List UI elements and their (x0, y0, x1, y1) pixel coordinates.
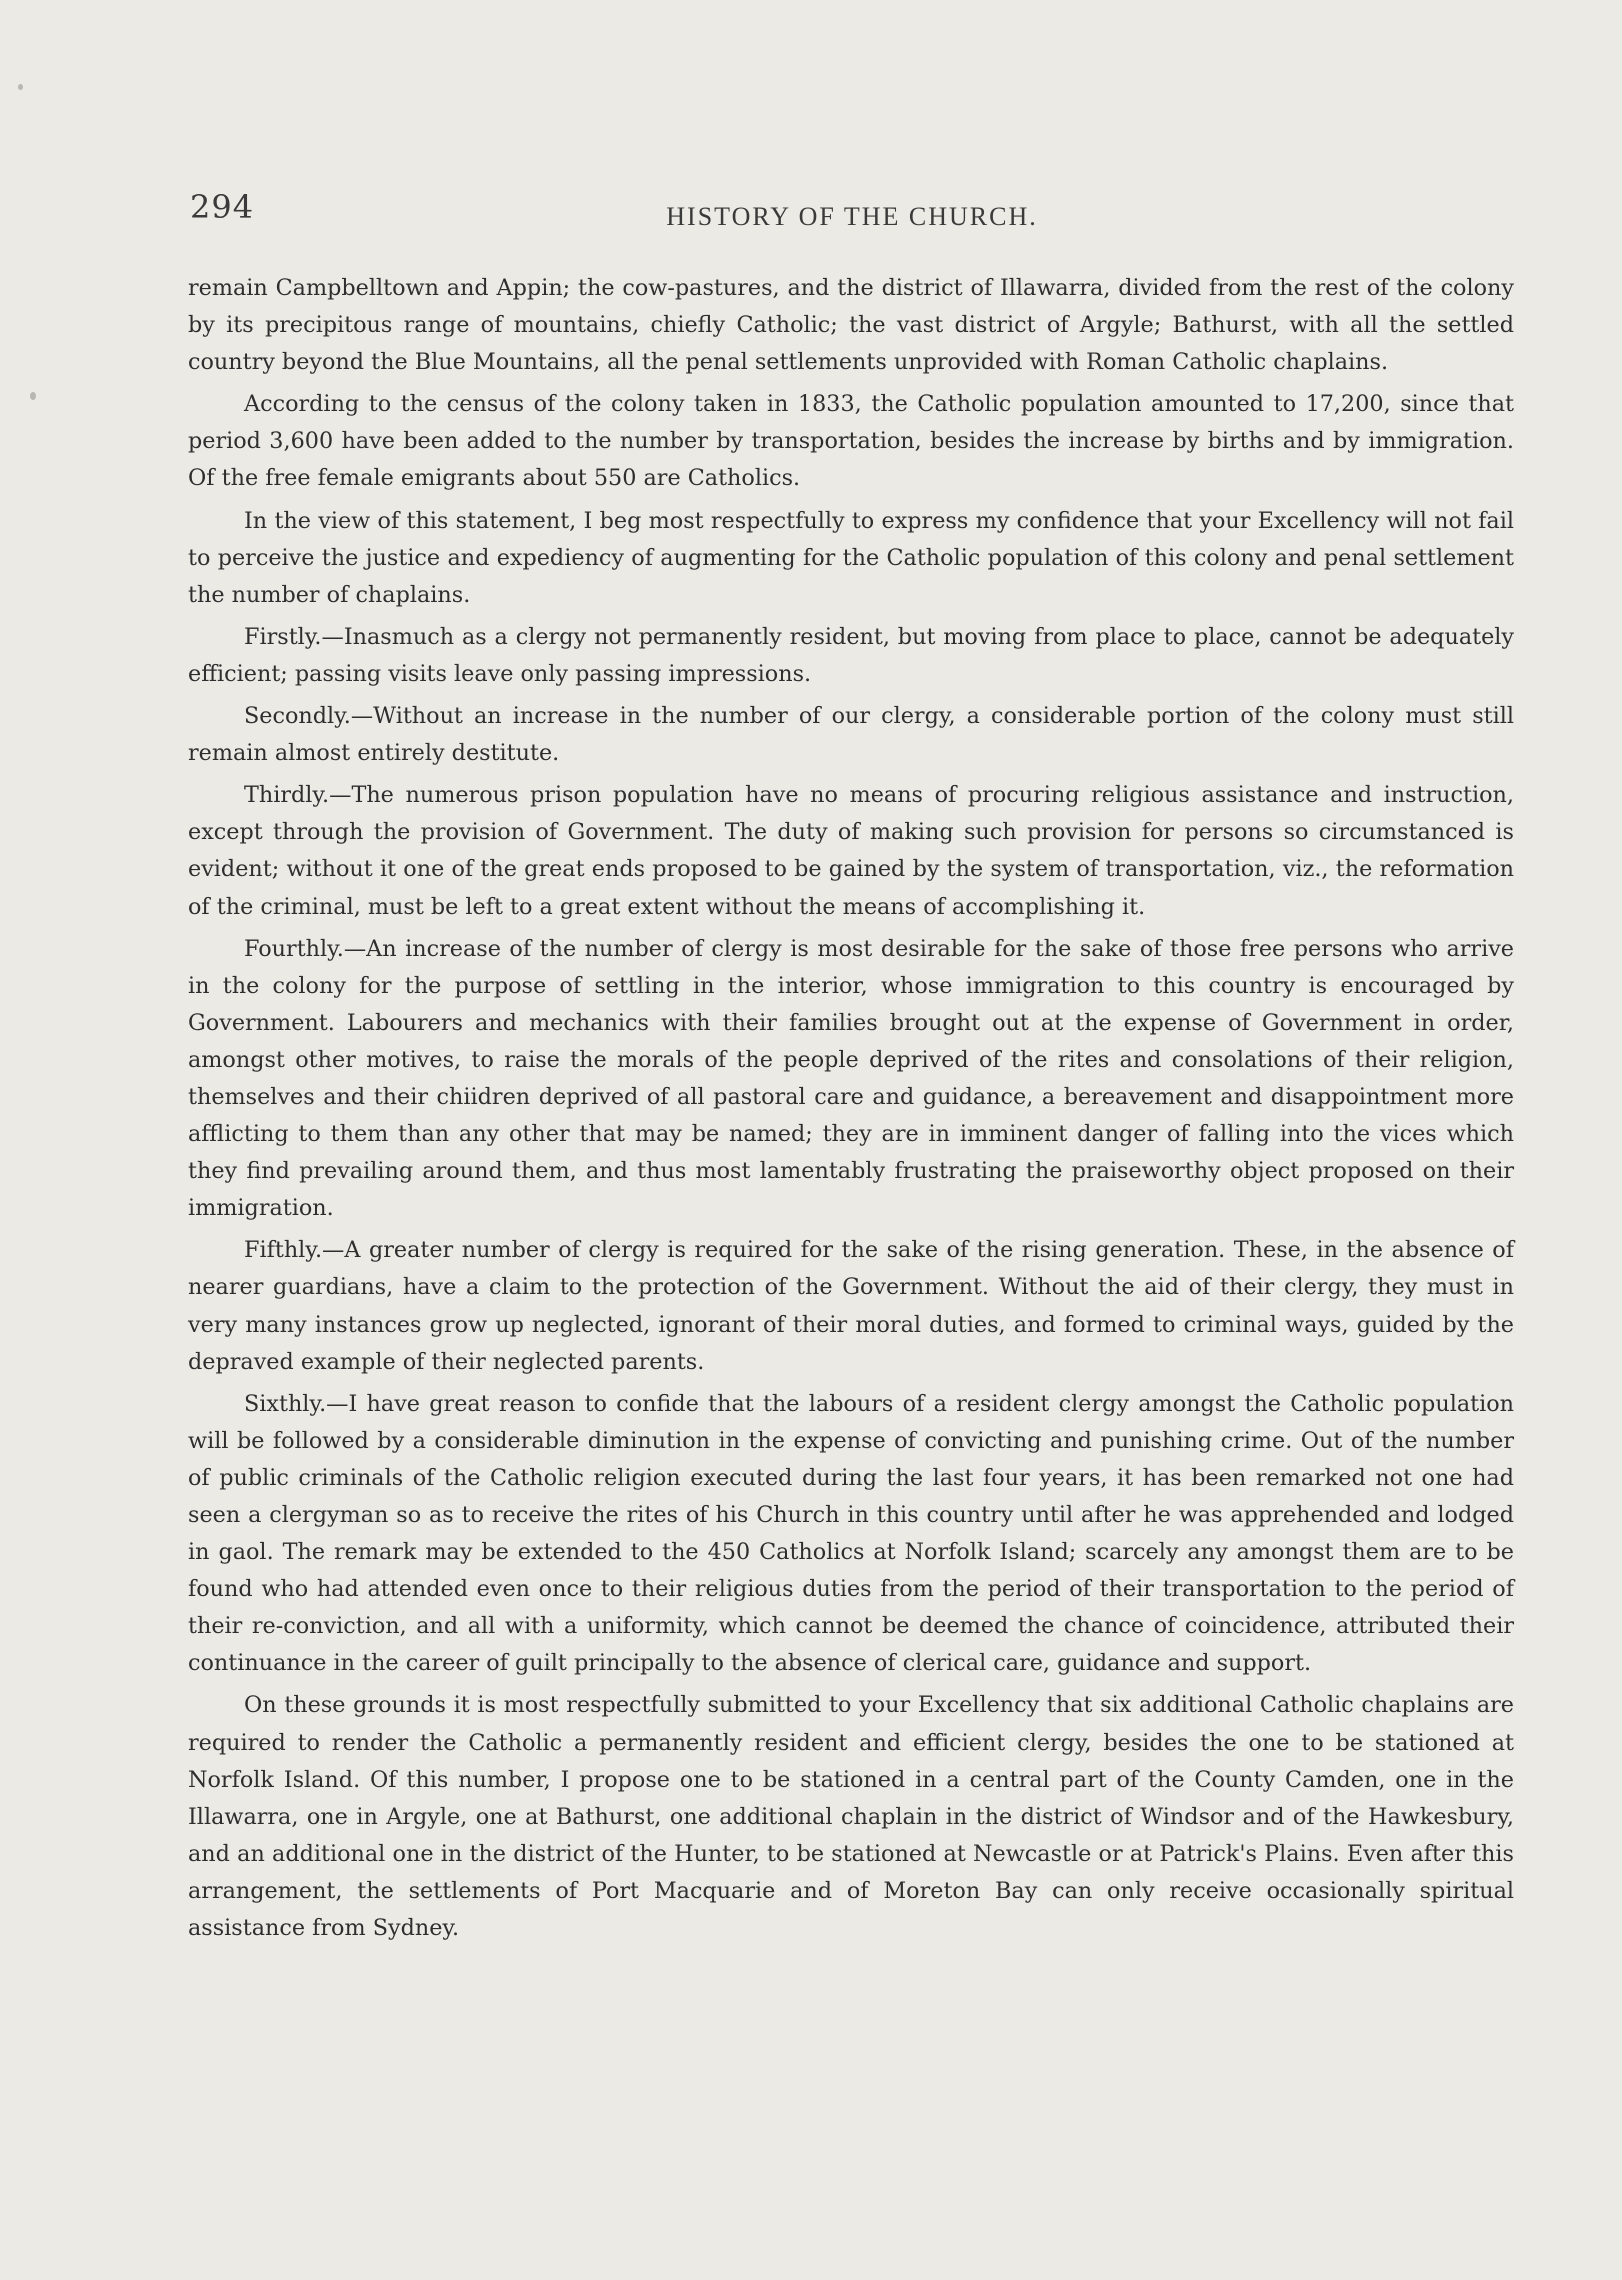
paragraph-conclusion: On these grounds it is most respectfully submitted to your Excellency that six additional Catholic chaplains are required to render the Catholic a permanently resident and efficient clergy, besides the one to be stationed at Norfolk Island. Of this number, I propose one to be stationed in a central part of the County Camden, one in the Illawarra, one in Argyle, one at Bathurst, one additional chaplain in the district of Windsor and of the Hawkesbury, and an additional one in the district of the Hunter, to be stationed at Newcastle or at Patrick's Plains. Even after this arrangement, the settlements of Port Macquarie and of Moreton Bay can only receive occasionally spiritual assistance from Sydney. (188, 1692, 1514, 1942)
page-number: 294 (190, 188, 255, 226)
paper-speck (18, 84, 23, 90)
paper-speck (30, 392, 36, 400)
paragraph-statement: In the view of this statement, I beg most respectfully to express my confidence that your Excellency will not fail to perceive the justice and expediency of augmenting for the Catholic population of this colony and penal settlement the number of chaplains. (188, 507, 1514, 608)
page-header (190, 188, 1514, 238)
paragraph-firstly: Firstly.—Inasmuch as a clergy not permanently resident, but moving from place to place, cannot be adequately efficient; passing visits leave only passing impressions. (188, 623, 1514, 687)
paragraph-census: According to the census of the colony taken in 1833, the Catholic population amounted to 17,200, since that period 3,600 have been added to the number by transportation, besides the increase by births and by immigration. Of the free female emigrants about 550 are Catholics. (188, 391, 1514, 492)
running-title: HISTORY OF THE CHURCH. (666, 202, 1038, 231)
paragraph-thirdly: Thirdly.—The numerous prison population have no means of procuring religious assistance and instruction, except through the provision of Government. The duty of making such provision for persons so circumstanced is evident; without it one of the great ends proposed to be gained by the system of transportation, viz., the reformation of the criminal, must be left to a great extent without the means of accomplishing it. (188, 782, 1514, 920)
paragraph-secondly: Secondly.—Without an increase in the number of our clergy, a considerable portion of the colony must still remain almost entirely destitute. (188, 703, 1514, 767)
paragraph-sixthly: Sixthly.—I have great reason to confide that the labours of a resident clergy amongst the Catholic population will be followed by a considerable diminution in the expense of convicting and punishing crime. Out of the number of public criminals of the Catholic religion executed during the last four years, it has been remarked not one had seen a clergyman so as to receive the rites of his Church in this country until after he was apprehended and lodged in gaol. The remark may be extended to the 450 Catholics at Norfolk Island; scarcely any amongst them are to be found who had attended even once to their religious duties from the period of their transportation to the period of their re-conviction, and all with a uniformity, which cannot be deemed the chance of coincidence, attributed their continuance in the career of guilt principally to the absence of clerical care, guidance and support. (188, 1390, 1514, 1677)
paragraph-fifthly: Fifthly.—A greater number of clergy is required for the sake of the rising generation. These, in the absence of nearer guardians, have a claim to the protection of the Government. Without the aid of their clergy, they must in very many instances grow up neglected, ignorant of their moral duties, and formed to criminal ways, guided by the depraved example of their neglected parents. (188, 1237, 1514, 1375)
paragraph-fourthly: Fourthly.—An increase of the number of clergy is most desirable for the sake of those free persons who arrive in the colony for the purpose of settling in the interior, whose immigration to this country is encouraged by Government. Labourers and mechanics with their families brought out at the expense of Government in order, amongst other motives, to raise the morals of the people deprived of the rites and consolations of their religion, themselves and their chiidren deprived of all pastoral care and guidance, a bereavement and disappointment more afflicting to them than any other that may be named; they are in imminent danger of falling into the vices which they find prevailing around them, and thus most lamentably frustrating the praiseworthy object proposed on their immigration. (188, 935, 1514, 1222)
paragraph-continuation: remain Campbelltown and Appin; the cow-pastures, and the district of Illawarra, divided from the rest of the colony by its precipitous range of mountains, chiefly Catholic; the vast district of Argyle; Bathurst, with all the settled country beyond the Blue Mountains, all the penal settlements unprovided with Roman Catholic chaplains. (188, 275, 1514, 376)
body-text (188, 270, 1514, 1952)
